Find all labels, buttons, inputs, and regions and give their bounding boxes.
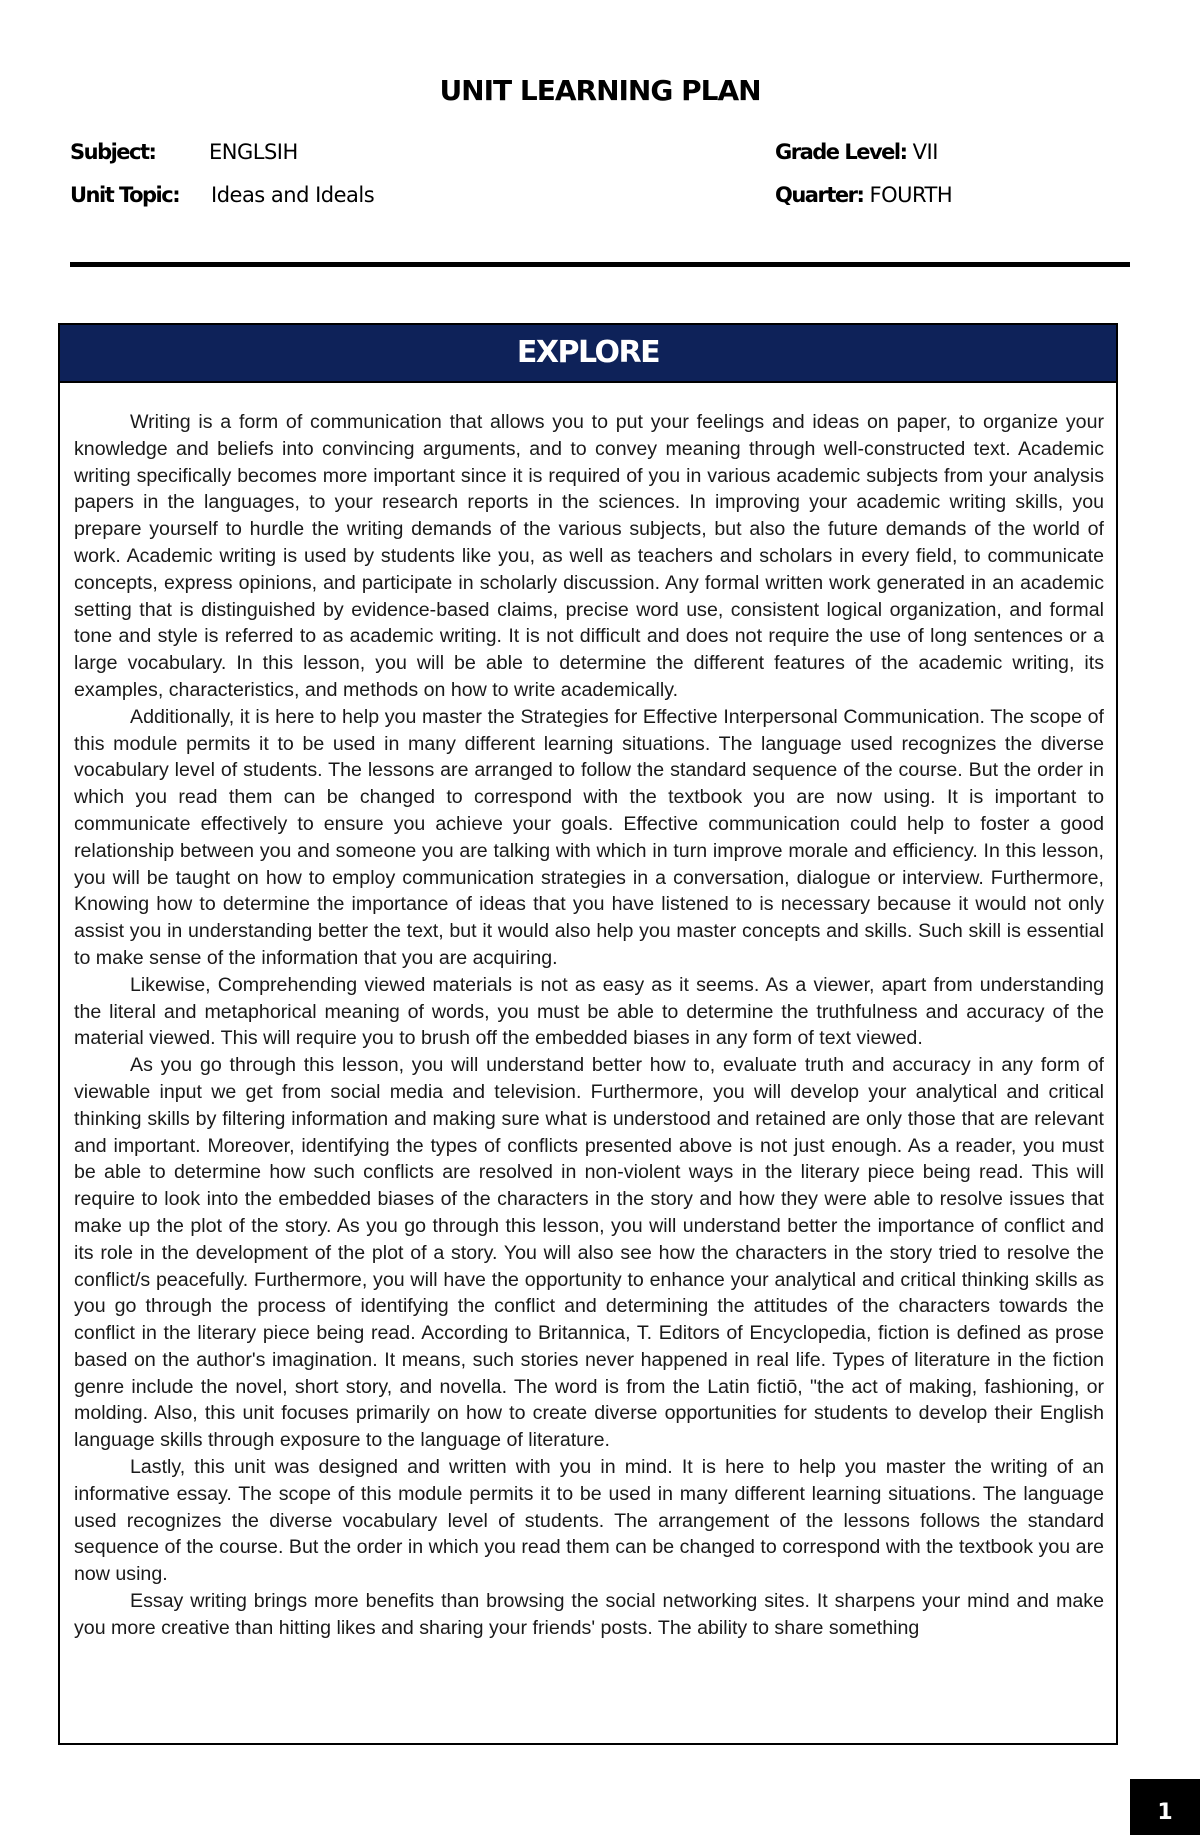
explore-paragraph: Lastly, this unit was designed and written with you in mind. It is here to help you master the writing of an informative essay. The scope of this module permits it to be used in many different learning situations. The language used recognizes the diverse vocabulary level of students. The arrangement of the lessons follows the standard sequence of the course. But the order in which you read them can be changed to correspond with the textbook you are now using. — [74, 1456, 1104, 1586]
explore-section — [58, 323, 1118, 1745]
quarter-row — [775, 182, 952, 208]
grade-level-value: VII — [912, 140, 938, 164]
explore-paragraph: As you go through this lesson, you will understand better how to, evaluate truth and accuracy in any form of viewable input we get from social media and television. Furthermore, you will develop your analytical and critical thinking skills by filtering information and making sure what is understood and retained are only those that are relevant and important. Moreover, identifying the types of conflicts presented above is not just enough. As a reader, you must be able to determine how such conflicts are resolved in non-violent ways in the literary piece being read. This will require to look into the embedded biases of the characters in the story and how they were able to resolve issues that make up the plot of the story. As you go through this lesson, you will understand better the importance of conflict and its role in the development of the plot of a story. You will also see how the characters in the story tried to resolve the conflict/s peacefully. Furthermore, you will have the opportunity to enhance your analytical and critical thinking skills as you go through the process of identifying the conflict and determining the attitudes of the characters towards the conflict in the literary piece being read. According to Britannica, T. Editors of Encyclopedia, fiction is defined as prose based on the author's imagination. It means, such stories never happened in real life. Types of literature in the fiction genre include the novel, short story, and novella. The word is from the Latin fictiō, "the act of making, fashioning, or molding. Also, this unit focuses primarily on how to create diverse opportunities for students to develop their English language skills through exposure to the language of literature. — [74, 1054, 1104, 1452]
explore-paragraph: Additionally, it is here to help you master the Strategies for Effective Interpersonal Communication. The scope of this module permits it to be used in many different learning situations. The language used recognizes the diverse vocabulary level of students. The lessons are arranged to follow the standard sequence of the course. But the order in which you read them can be changed to correspond with the textbook you are now using. It is important to communicate effectively to ensure you achieve your goals. Effective communication could help to foster a good relationship between you and someone you are talking with which in turn improve morale and efficiency. In this lesson, you will be taught on how to employ communication strategies in a conversation, dialogue or interview. Furthermore, Knowing how to determine the importance of ideas that you have listened to is necessary because it would not only assist you in understanding better the text, but it would also help you master concepts and skills. Such skill is essential to make sense of the information that you are acquiring. — [74, 705, 1104, 969]
quarter-label: Quarter: — [775, 183, 864, 207]
grade-level-label: Grade Level: — [775, 140, 907, 164]
unit-topic-label: Unit Topic: — [70, 183, 180, 207]
explore-paragraph: Essay writing brings more benefits than browsing the social networking sites. It sharpens your mind and make you more creative than hitting likes and sharing your friends' posts. The ability to share something — [74, 1590, 1104, 1639]
unit-topic-row — [70, 182, 179, 208]
unit-topic-value: Ideas and Ideals — [211, 183, 375, 207]
page-title: UNIT LEARNING PLAN — [439, 74, 761, 107]
quarter-value: FOURTH — [869, 183, 953, 207]
page-number: 1 — [1130, 1779, 1200, 1835]
explore-paragraph: Likewise, Comprehending viewed materials is not as easy as it seems. As a viewer, apart from understanding the literal and metaphorical meaning of words, you must be able to determine the truthfulness and accuracy of the material viewed. This will require you to brush off the embedded biases in any form of text viewed. — [74, 973, 1104, 1050]
explore-body — [60, 383, 1116, 1745]
subject-row — [70, 139, 155, 165]
subject-value: ENGLSIH — [209, 140, 298, 164]
grade-level-row — [775, 139, 938, 165]
subject-label: Subject: — [70, 140, 156, 164]
header-divider — [70, 262, 1130, 267]
explore-header: EXPLORE — [60, 325, 1116, 383]
unit-topic-value-row — [211, 182, 374, 208]
explore-paragraph: Writing is a form of communication that allows you to put your feelings and ideas on paper, to organize your knowledge and beliefs into convincing arguments, and to convey meaning through well-constructed text. Academic writing specifically becomes more important since it is required of you in various academic subjects from your analysis papers in the languages, to your research reports in the sciences. In improving your academic writing skills, you prepare yourself to hurdle the writing demands of the various subjects, but also the future demands of the world of work. Academic writing is used by students like you, as well as teachers and scholars in every field, to communicate concepts, express opinions, and participate in scholarly discussion. Any formal written work generated in an academic setting that is distinguished by evidence-based claims, precise word use, consistent logical organization, and formal tone and style is referred to as academic writing. It is not difficult and does not require the use of long sentences or a large vocabulary. In this lesson, you will be able to determine the different features of the academic writing, its examples, characteristics, and methods on how to write academically. — [74, 411, 1104, 701]
subject-value-row — [209, 139, 298, 165]
